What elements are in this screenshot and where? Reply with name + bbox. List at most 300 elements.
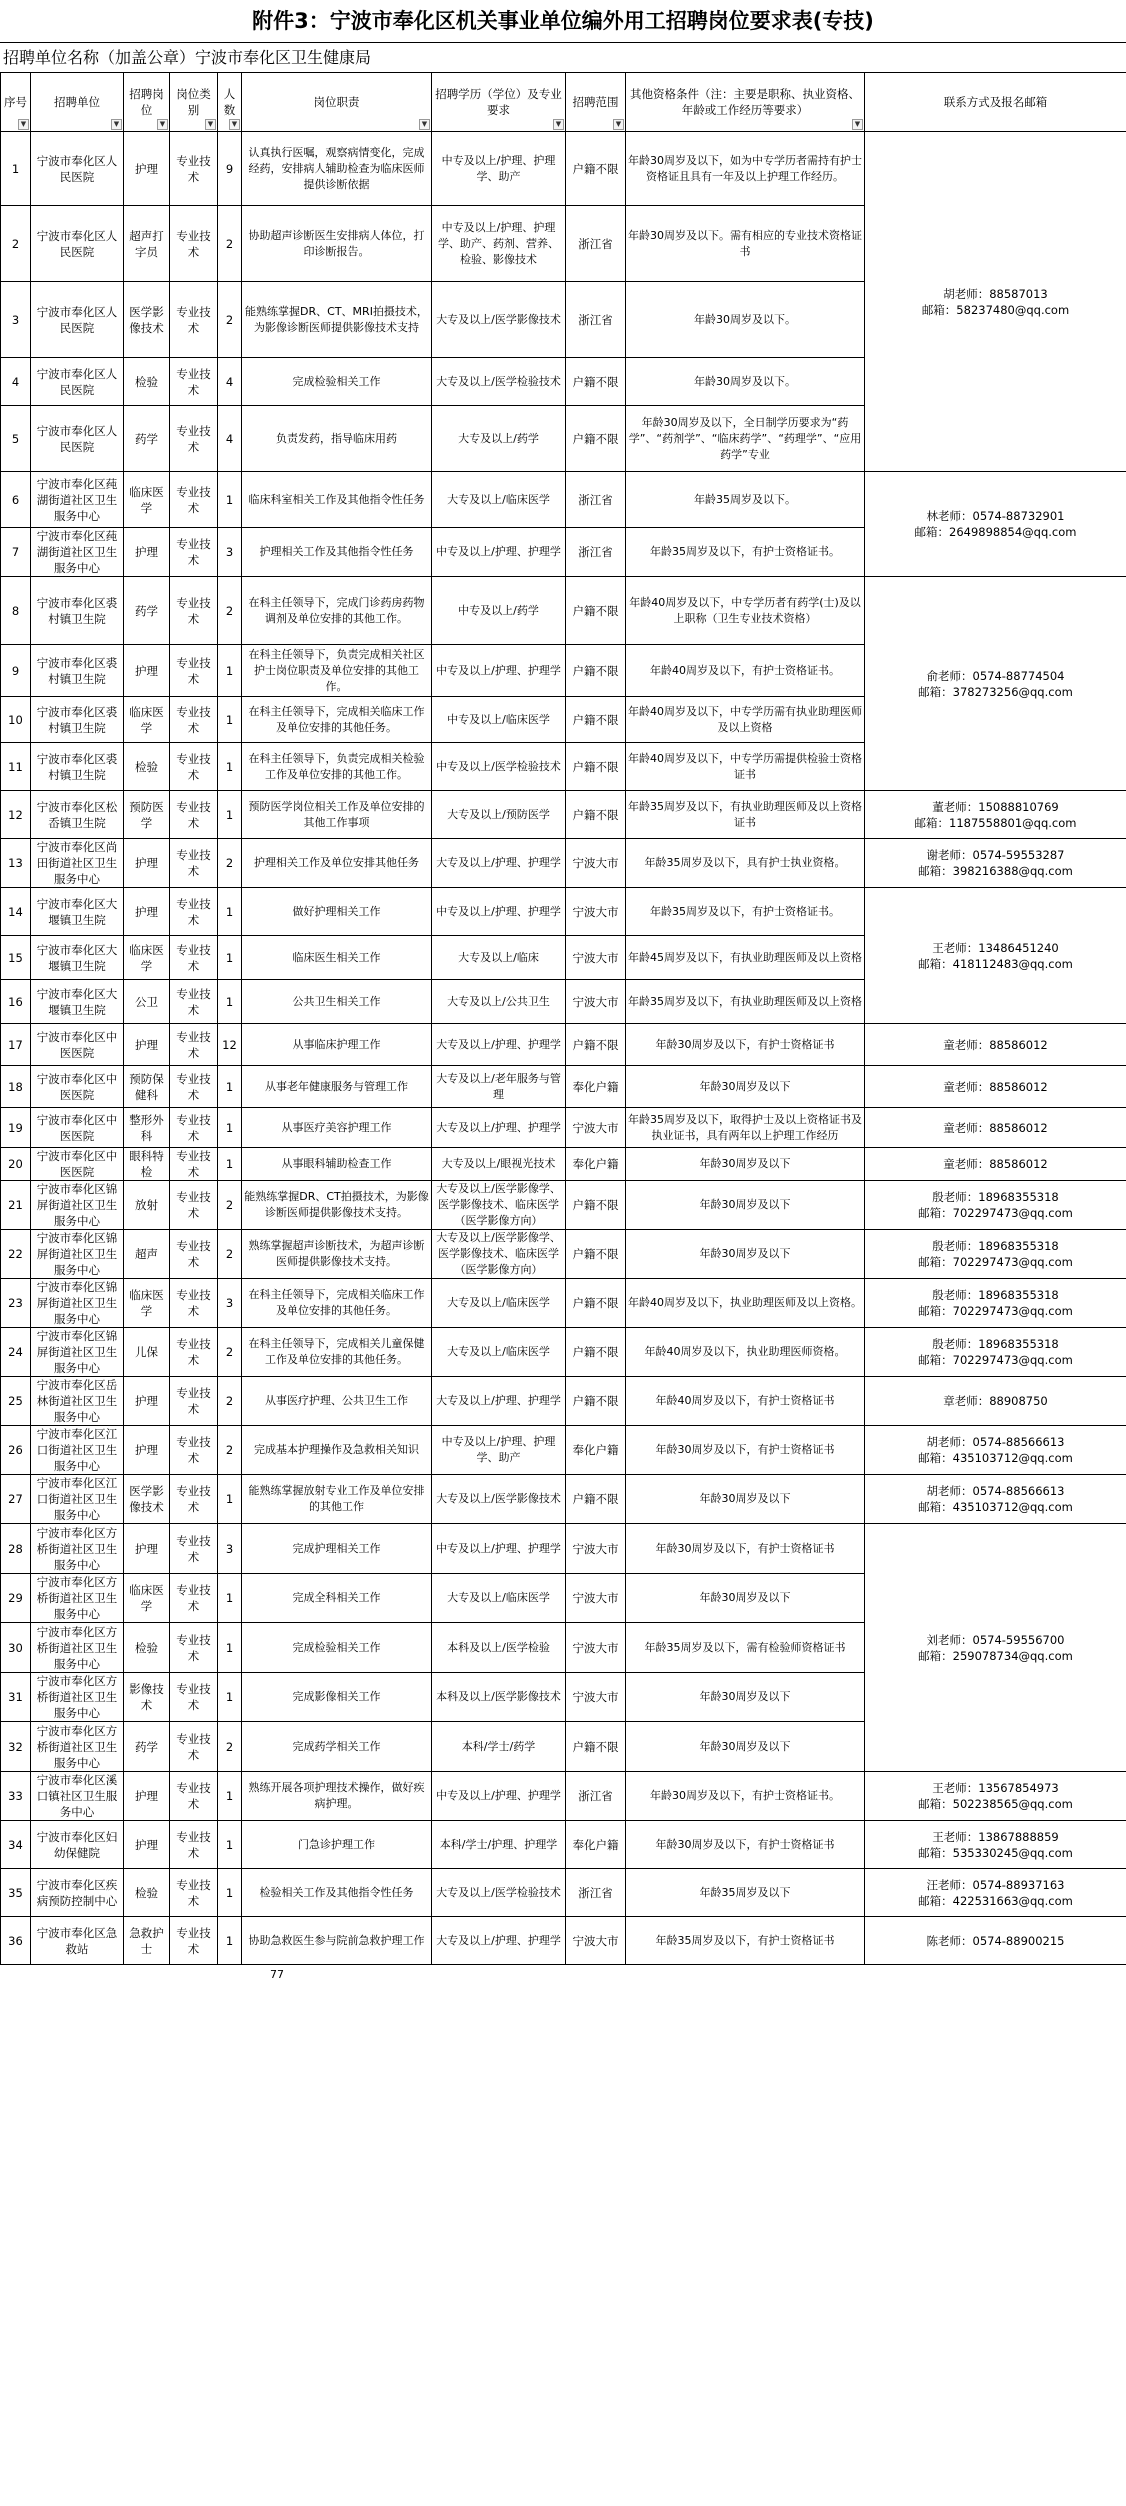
cell-count: 2: [218, 1181, 242, 1230]
cell-post: 护理: [124, 1024, 170, 1066]
cell-contact: [865, 1917, 1126, 1965]
table-row: [1, 1426, 1126, 1475]
cell-edu: 大专及以上/护理、护理学: [432, 1108, 566, 1148]
cell-seq: 33: [1, 1772, 31, 1821]
table-row: [1, 1230, 1126, 1279]
cell-count: 1: [218, 1108, 242, 1148]
cell-other: 年龄30周岁及以下，有护士资格证书: [626, 1821, 865, 1869]
cell-edu: 大专及以上/医学影像技术: [432, 1475, 566, 1524]
table-row: [1, 1024, 1126, 1066]
cell-range: 户籍不限: [566, 406, 626, 472]
cell-range: 奉化户籍: [566, 1426, 626, 1475]
cell-unit: 宁波市奉化区锦屏街道社区卫生服务中心: [31, 1328, 124, 1377]
cell-unit: 宁波市奉化区中医医院: [31, 1148, 124, 1181]
cell-other: 年龄30周岁及以下: [626, 1574, 865, 1623]
cell-edu: 中专及以上/护理、护理学: [432, 645, 566, 697]
cell-category: 专业技术: [170, 1673, 218, 1722]
cell-other: 年龄35周岁及以下，有护士资格证书: [626, 1917, 865, 1965]
cell-seq: 22: [1, 1230, 31, 1279]
cell-post: 检验: [124, 1623, 170, 1673]
cell-other: 年龄30周岁及以下: [626, 1230, 865, 1279]
cell-seq: 28: [1, 1524, 31, 1574]
cell-range: 宁波大市: [566, 936, 626, 980]
cell-duty: 完成检验相关工作: [242, 358, 432, 406]
cell-edu: 大专及以上/护理、护理学: [432, 1024, 566, 1066]
cell-edu: 中专及以上/护理、护理学、助产: [432, 132, 566, 206]
cell-unit: 宁波市奉化区锦屏街道社区卫生服务中心: [31, 1181, 124, 1230]
cell-count: 1: [218, 1623, 242, 1673]
cell-unit: 宁波市奉化区急救站: [31, 1917, 124, 1965]
contact-name: 童老师：88586012: [943, 1079, 1048, 1094]
cell-count: 1: [218, 1869, 242, 1917]
table-row: [1, 888, 1126, 936]
table-row: [1, 1279, 1126, 1328]
cell-duty: 在科主任领导下，负责完成相关社区护士岗位职责及单位安排的其他工作。: [242, 645, 432, 697]
cell-count: 9: [218, 132, 242, 206]
filter-dropdown-icon[interactable]: ▼: [111, 119, 122, 130]
contact-email[interactable]: 邮箱：435103712@qq.com: [918, 1451, 1073, 1465]
contact-name: 王老师：13486451240: [932, 940, 1059, 955]
cell-unit: 宁波市奉化区江口街道社区卫生服务中心: [31, 1426, 124, 1475]
cell-category: 专业技术: [170, 936, 218, 980]
cell-count: 2: [218, 1230, 242, 1279]
cell-contact: [865, 1772, 1126, 1821]
cell-category: 专业技术: [170, 1772, 218, 1821]
cell-other: 年龄30周岁及以下。: [626, 282, 865, 358]
filter-dropdown-icon[interactable]: ▼: [157, 119, 168, 130]
cell-seq: 5: [1, 406, 31, 472]
cell-unit: 宁波市奉化区方桥街道社区卫生服务中心: [31, 1673, 124, 1722]
header-unit[interactable]: 招聘单位 ▼: [31, 73, 124, 132]
cell-seq: 13: [1, 839, 31, 888]
cell-edu: 大专及以上/医学影像学、医学影像技术、临床医学（医学影像方向）: [432, 1181, 566, 1230]
cell-seq: 18: [1, 1066, 31, 1108]
cell-range: 奉化户籍: [566, 1821, 626, 1869]
contact-email[interactable]: 邮箱：435103712@qq.com: [918, 1500, 1073, 1514]
cell-duty: 护理相关工作及其他指令性任务: [242, 528, 432, 577]
cell-count: 1: [218, 1066, 242, 1108]
contact-email[interactable]: 邮箱：422531663@qq.com: [918, 1893, 1073, 1908]
cell-seq: 19: [1, 1108, 31, 1148]
recruiter-label: 招聘单位名称（加盖公章）宁波市奉化区卫生健康局: [0, 42, 1126, 72]
table-row: [1, 472, 1126, 528]
cell-other: 年龄30周岁及以下，如为中专学历者需持有护士资格证且具有一年及以上护理工作经历。: [626, 132, 865, 206]
cell-category: 专业技术: [170, 1524, 218, 1574]
table-row: [1, 1475, 1126, 1524]
contact-name: 殷老师：18968355318: [932, 1190, 1059, 1204]
cell-contact: [865, 1328, 1126, 1377]
filter-dropdown-icon[interactable]: ▼: [229, 119, 240, 130]
cell-duty: 做好护理相关工作: [242, 888, 432, 936]
cell-edu: 中专及以上/护理、护理学: [432, 888, 566, 936]
cell-category: 专业技术: [170, 1328, 218, 1377]
cell-range: 户籍不限: [566, 645, 626, 697]
cell-other: 年龄30周岁及以下: [626, 1181, 865, 1230]
cell-duty: 从事眼科辅助检查工作: [242, 1148, 432, 1181]
contact-name: 胡老师：0574-88566613: [926, 1435, 1065, 1449]
cell-range: 户籍不限: [566, 358, 626, 406]
cell-category: 专业技术: [170, 1426, 218, 1475]
cell-count: 1: [218, 1821, 242, 1869]
cell-unit: 宁波市奉化区莼湖街道社区卫生服务中心: [31, 528, 124, 577]
filter-dropdown-icon[interactable]: ▼: [852, 119, 863, 130]
cell-post: 检验: [124, 1869, 170, 1917]
cell-range: 浙江省: [566, 1772, 626, 1821]
cell-count: 3: [218, 1279, 242, 1328]
cell-contact: [865, 132, 1126, 472]
cell-contact: [865, 472, 1126, 577]
cell-edu: 大专及以上/医学检验技术: [432, 1869, 566, 1917]
cell-range: 户籍不限: [566, 1328, 626, 1377]
cell-duty: 从事临床护理工作: [242, 1024, 432, 1066]
contact-email[interactable]: 邮箱：1187558801@qq.com: [914, 815, 1077, 830]
cell-post: 护理: [124, 1821, 170, 1869]
cell-range: 宁波大市: [566, 1524, 626, 1574]
table-row: [1, 1328, 1126, 1377]
header-post[interactable]: 招聘岗位 ▼: [124, 73, 170, 132]
cell-unit: 宁波市奉化区溪口镇社区卫生服务中心: [31, 1772, 124, 1821]
cell-category: 专业技术: [170, 1869, 218, 1917]
header-edu[interactable]: 招聘学历（学位）及专业要求 ▼: [432, 73, 566, 132]
cell-duty: 能熟练掌握放射专业工作及单位安排的其他工作: [242, 1475, 432, 1524]
cell-other: 年龄40周岁及以下，执业助理医师及以上资格。: [626, 1279, 865, 1328]
cell-duty: 在科主任领导下，完成相关临床工作及单位安排的其他任务。: [242, 697, 432, 743]
cell-category: 专业技术: [170, 1181, 218, 1230]
cell-contact: [865, 1475, 1126, 1524]
cell-other: 年龄30周岁及以下: [626, 1066, 865, 1108]
contact-name: 童老师：88586012: [943, 1120, 1048, 1135]
cell-post: 临床医学: [124, 697, 170, 743]
cell-category: 专业技术: [170, 1148, 218, 1181]
cell-duty: 协助超声诊断医生安排病人体位，打印诊断报告。: [242, 206, 432, 282]
cell-seq: 17: [1, 1024, 31, 1066]
cell-post: 超声打字员: [124, 206, 170, 282]
cell-duty: 预防医学岗位相关工作及单位安排的其他工作事项: [242, 791, 432, 839]
cell-category: 专业技术: [170, 1279, 218, 1328]
cell-unit: 宁波市奉化区人民医院: [31, 282, 124, 358]
cell-range: 户籍不限: [566, 1230, 626, 1279]
cell-other: 年龄30周岁及以下: [626, 1722, 865, 1772]
cell-contact: [865, 1066, 1126, 1108]
cell-seq: 35: [1, 1869, 31, 1917]
contact-email[interactable]: 邮箱：702297473@qq.com: [918, 1353, 1073, 1367]
cell-count: 1: [218, 980, 242, 1024]
table-row: [1, 1148, 1126, 1181]
cell-contact: [865, 1377, 1126, 1426]
cell-count: 1: [218, 697, 242, 743]
cell-other: 年龄40周岁及以下，有护士资格证书: [626, 1377, 865, 1426]
cell-unit: 宁波市奉化区尚田街道社区卫生服务中心: [31, 839, 124, 888]
filter-dropdown-icon[interactable]: ▼: [553, 119, 564, 130]
cell-category: 专业技术: [170, 282, 218, 358]
cell-edu: 大专及以上/公共卫生: [432, 980, 566, 1024]
cell-count: 1: [218, 743, 242, 791]
cell-category: 专业技术: [170, 1230, 218, 1279]
cell-seq: 32: [1, 1722, 31, 1772]
contact-email[interactable]: 邮箱：702297473@qq.com: [918, 1255, 1073, 1269]
cell-contact: [865, 1524, 1126, 1772]
cell-count: 1: [218, 1917, 242, 1965]
header-seq[interactable]: 序号 ▼: [1, 73, 31, 132]
cell-edu: 中专及以上/护理、护理学、助产: [432, 1426, 566, 1475]
cell-post: 护理: [124, 132, 170, 206]
cell-unit: 宁波市奉化区裘村镇卫生院: [31, 577, 124, 645]
table-row: [1, 1772, 1126, 1821]
contact-name: 董老师：15088810769: [932, 799, 1059, 814]
cell-category: 专业技术: [170, 1066, 218, 1108]
cell-post: 护理: [124, 1377, 170, 1426]
cell-post: 医学影像技术: [124, 282, 170, 358]
cell-contact: [865, 1148, 1126, 1181]
cell-seq: 2: [1, 206, 31, 282]
cell-other: 年龄35周岁及以下: [626, 1869, 865, 1917]
cell-category: 专业技术: [170, 1722, 218, 1772]
cell-other: 年龄30周岁及以下，有护士资格证书: [626, 1426, 865, 1475]
cell-range: 户籍不限: [566, 132, 626, 206]
cell-range: 浙江省: [566, 528, 626, 577]
cell-count: 1: [218, 888, 242, 936]
cell-duty: 在科主任领导下，完成相关儿童保健工作及单位安排的其他任务。: [242, 1328, 432, 1377]
cell-contact: [865, 577, 1126, 791]
cell-unit: 宁波市奉化区裘村镇卫生院: [31, 697, 124, 743]
contact-email[interactable]: 邮箱：2649898854@qq.com: [914, 525, 1077, 539]
cell-count: 1: [218, 1772, 242, 1821]
cell-edu: 大专及以上/医学影像学、医学影像技术、临床医学（医学影像方向）: [432, 1230, 566, 1279]
cell-count: 4: [218, 358, 242, 406]
cell-contact: [865, 1024, 1126, 1066]
cell-duty: 熟练开展各项护理技术操作，做好疾病护理。: [242, 1772, 432, 1821]
cell-post: 临床医学: [124, 472, 170, 528]
table-row: [1, 1821, 1126, 1869]
cell-post: 护理: [124, 645, 170, 697]
cell-contact: [865, 1869, 1126, 1917]
cell-count: 1: [218, 645, 242, 697]
cell-range: 宁波大市: [566, 1673, 626, 1722]
header-duty[interactable]: 岗位职责 ▼: [242, 73, 432, 132]
cell-post: 临床医学: [124, 1574, 170, 1623]
cell-contact: [865, 839, 1126, 888]
contact-name: 童老师：88586012: [943, 1037, 1048, 1052]
cell-unit: 宁波市奉化区中医医院: [31, 1108, 124, 1148]
cell-contact: [865, 1108, 1126, 1148]
cell-count: 2: [218, 282, 242, 358]
cell-count: 1: [218, 1475, 242, 1524]
header-range[interactable]: 招聘范围 ▼: [566, 73, 626, 132]
cell-other: 年龄30周岁及以下: [626, 1148, 865, 1181]
table-row: [1, 132, 1126, 206]
cell-duty: 在科主任领导下，负责完成相关检验工作及单位安排的其他工作。: [242, 743, 432, 791]
cell-other: 年龄40周岁及以下，有护士资格证书。: [626, 645, 865, 697]
cell-duty: 完成药学相关工作: [242, 1722, 432, 1772]
cell-range: 浙江省: [566, 282, 626, 358]
cell-post: 眼科特检: [124, 1148, 170, 1181]
cell-edu: 大专及以上/护理、护理学: [432, 1917, 566, 1965]
table-row: [1, 577, 1126, 645]
cell-other: 年龄40周岁及以下，执业助理医师资格。: [626, 1328, 865, 1377]
cell-category: 专业技术: [170, 1024, 218, 1066]
cell-count: 2: [218, 206, 242, 282]
cell-unit: 宁波市奉化区裘村镇卫生院: [31, 645, 124, 697]
cell-other: 年龄35周岁及以下。: [626, 472, 865, 528]
header-count[interactable]: 人数 ▼: [218, 73, 242, 132]
page-title: 附件3：宁波市奉化区机关事业单位编外用工招聘岗位要求表(专技): [252, 9, 874, 33]
cell-range: 户籍不限: [566, 1279, 626, 1328]
cell-duty: 负责发药，指导临床用药: [242, 406, 432, 472]
cell-other: 年龄30周岁及以下，有护士资格证书: [626, 1024, 865, 1066]
cell-duty: 完成检验相关工作: [242, 1623, 432, 1673]
cell-range: 宁波大市: [566, 839, 626, 888]
cell-edu: 大专及以上/眼视光技术: [432, 1148, 566, 1181]
cell-seq: 25: [1, 1377, 31, 1426]
cell-contact: [865, 1279, 1126, 1328]
cell-edu: 本科/学士/药学: [432, 1722, 566, 1772]
contact-email[interactable]: 邮箱：702297473@qq.com: [918, 1206, 1073, 1220]
cell-other: 年龄35周岁及以下，需有检验师资格证书: [626, 1623, 865, 1673]
cell-post: 护理: [124, 528, 170, 577]
cell-range: 宁波大市: [566, 1917, 626, 1965]
table-row: [1, 1108, 1126, 1148]
cell-unit: 宁波市奉化区方桥街道社区卫生服务中心: [31, 1623, 124, 1673]
cell-unit: 宁波市奉化区中医医院: [31, 1066, 124, 1108]
contact-name: 林老师：0574-88732901: [926, 509, 1065, 523]
cell-edu: 大专及以上/护理、护理学: [432, 839, 566, 888]
cell-unit: 宁波市奉化区锦屏街道社区卫生服务中心: [31, 1279, 124, 1328]
contact-email[interactable]: 邮箱：58237480@qq.com: [921, 302, 1070, 317]
contact-name: 俞老师：0574-88774504: [926, 668, 1065, 683]
header-other[interactable]: 其他资格条件（注：主要是职称、执业资格、年龄或工作经历等要求） ▼: [626, 73, 865, 132]
cell-range: 奉化户籍: [566, 1066, 626, 1108]
cell-edu: 大专及以上/临床医学: [432, 1328, 566, 1377]
cell-unit: 宁波市奉化区大堰镇卫生院: [31, 980, 124, 1024]
cell-other: 年龄35周岁及以下，有护士资格证书。: [626, 888, 865, 936]
contact-email[interactable]: 邮箱：378273256@qq.com: [918, 684, 1073, 699]
cell-duty: 认真执行医嘱，观察病情变化，完成经药，安排病人辅助检查为临床医师提供诊断依据: [242, 132, 432, 206]
cell-range: 宁波大市: [566, 888, 626, 936]
cell-duty: 能熟练掌握DR、CT拍摄技术，为影像诊断医师提供影像技术支持。: [242, 1181, 432, 1230]
positions-table: [0, 72, 1126, 1965]
cell-edu: 大专及以上/临床医学: [432, 1279, 566, 1328]
cell-range: 浙江省: [566, 206, 626, 282]
cell-post: 药学: [124, 577, 170, 645]
cell-other: 年龄30周岁及以下，全日制学历要求为“药学”、“药剂学”、“临床药学”、“药理学”、“应用药学”专业: [626, 406, 865, 472]
cell-duty: 临床医生相关工作: [242, 936, 432, 980]
cell-unit: 宁波市奉化区人民医院: [31, 406, 124, 472]
cell-duty: 从事医疗美容护理工作: [242, 1108, 432, 1148]
cell-count: 2: [218, 1426, 242, 1475]
cell-post: 预防医学: [124, 791, 170, 839]
cell-unit: 宁波市奉化区方桥街道社区卫生服务中心: [31, 1574, 124, 1623]
cell-category: 专业技术: [170, 206, 218, 282]
cell-duty: 检验相关工作及其他指令性任务: [242, 1869, 432, 1917]
cell-range: 宁波大市: [566, 980, 626, 1024]
cell-range: 宁波大市: [566, 1574, 626, 1623]
cell-other: 年龄30周岁及以下，有护士资格证书。: [626, 1772, 865, 1821]
table-row: [1, 1181, 1126, 1230]
contact-email[interactable]: 邮箱：398216388@qq.com: [918, 864, 1073, 878]
cell-category: 专业技术: [170, 1574, 218, 1623]
cell-category: 专业技术: [170, 577, 218, 645]
cell-other: 年龄35周岁及以下，具有护士执业资格。: [626, 839, 865, 888]
filter-dropdown-icon[interactable]: ▼: [613, 119, 624, 130]
cell-unit: 宁波市奉化区人民医院: [31, 358, 124, 406]
cell-seq: 12: [1, 791, 31, 839]
filter-dropdown-icon[interactable]: ▼: [205, 119, 216, 130]
contact-email[interactable]: 邮箱：702297473@qq.com: [918, 1304, 1073, 1318]
cell-seq: 20: [1, 1148, 31, 1181]
contact-name: 殷老师：18968355318: [932, 1337, 1059, 1351]
cell-category: 专业技术: [170, 1623, 218, 1673]
table-row: [1, 1066, 1126, 1108]
cell-contact: [865, 1230, 1126, 1279]
cell-other: 年龄40周岁及以下，中专学历者有药学(士)及以上职称（卫生专业技术资格）: [626, 577, 865, 645]
cell-duty: 完成全科相关工作: [242, 1574, 432, 1623]
cell-category: 专业技术: [170, 528, 218, 577]
cell-seq: 34: [1, 1821, 31, 1869]
cell-edu: 中专及以上/医学检验技术: [432, 743, 566, 791]
cell-category: 专业技术: [170, 980, 218, 1024]
cell-post: 护理: [124, 1772, 170, 1821]
cell-post: 药学: [124, 406, 170, 472]
filter-dropdown-icon[interactable]: ▼: [18, 119, 29, 130]
contact-name: 王老师：13867888859: [932, 1829, 1059, 1844]
cell-category: 专业技术: [170, 1377, 218, 1426]
cell-post: 护理: [124, 1524, 170, 1574]
cell-post: 公卫: [124, 980, 170, 1024]
cell-post: 护理: [124, 839, 170, 888]
contact-email[interactable]: 邮箱：502238565@qq.com: [918, 1797, 1073, 1811]
contact-email[interactable]: 邮箱：259078734@qq.com: [918, 1648, 1073, 1663]
contact-email[interactable]: 邮箱：535330245@qq.com: [918, 1845, 1073, 1860]
cell-edu: 中专及以上/临床医学: [432, 697, 566, 743]
cell-contact: [865, 1821, 1126, 1869]
header-category[interactable]: 岗位类别 ▼: [170, 73, 218, 132]
cell-seq: 29: [1, 1574, 31, 1623]
cell-seq: 1: [1, 132, 31, 206]
cell-seq: 4: [1, 358, 31, 406]
cell-category: 专业技术: [170, 1821, 218, 1869]
contact-name: 陈老师：0574-88900215: [926, 1933, 1065, 1948]
cell-count: 2: [218, 577, 242, 645]
cell-unit: 宁波市奉化区莼湖街道社区卫生服务中心: [31, 472, 124, 528]
cell-range: 户籍不限: [566, 1181, 626, 1230]
cell-seq: 30: [1, 1623, 31, 1673]
cell-duty: 从事老年健康服务与管理工作: [242, 1066, 432, 1108]
cell-category: 专业技术: [170, 406, 218, 472]
cell-unit: 宁波市奉化区方桥街道社区卫生服务中心: [31, 1524, 124, 1574]
cell-seq: 36: [1, 1917, 31, 1965]
filter-dropdown-icon[interactable]: ▼: [419, 119, 430, 130]
cell-unit: 宁波市奉化区松岙镇卫生院: [31, 791, 124, 839]
cell-unit: 宁波市奉化区裘村镇卫生院: [31, 743, 124, 791]
contact-name: 谢老师：0574-59553287: [926, 848, 1065, 862]
contact-name: 汪老师：0574-88937163: [926, 1877, 1065, 1892]
contact-email[interactable]: 邮箱：418112483@qq.com: [918, 956, 1073, 971]
cell-duty: 完成基本护理操作及急救相关知识: [242, 1426, 432, 1475]
cell-edu: 中专及以上/护理、护理学: [432, 1524, 566, 1574]
cell-edu: 中专及以上/护理、护理学、助产、药剂、营养、检验、影像技术: [432, 206, 566, 282]
cell-duty: 完成影像相关工作: [242, 1673, 432, 1722]
cell-category: 专业技术: [170, 839, 218, 888]
cell-duty: 能熟练掌握DR、CT、MRI拍摄技术，为影像诊断医师提供影像技术支持: [242, 282, 432, 358]
cell-unit: 宁波市奉化区疾病预防控制中心: [31, 1869, 124, 1917]
cell-count: 3: [218, 1524, 242, 1574]
cell-edu: 大专及以上/护理、护理学: [432, 1377, 566, 1426]
cell-edu: 中专及以上/药学: [432, 577, 566, 645]
table-row: [1, 791, 1126, 839]
cell-range: 户籍不限: [566, 1475, 626, 1524]
cell-edu: 大专及以上/临床: [432, 936, 566, 980]
cell-edu: 本科及以上/医学检验: [432, 1623, 566, 1673]
